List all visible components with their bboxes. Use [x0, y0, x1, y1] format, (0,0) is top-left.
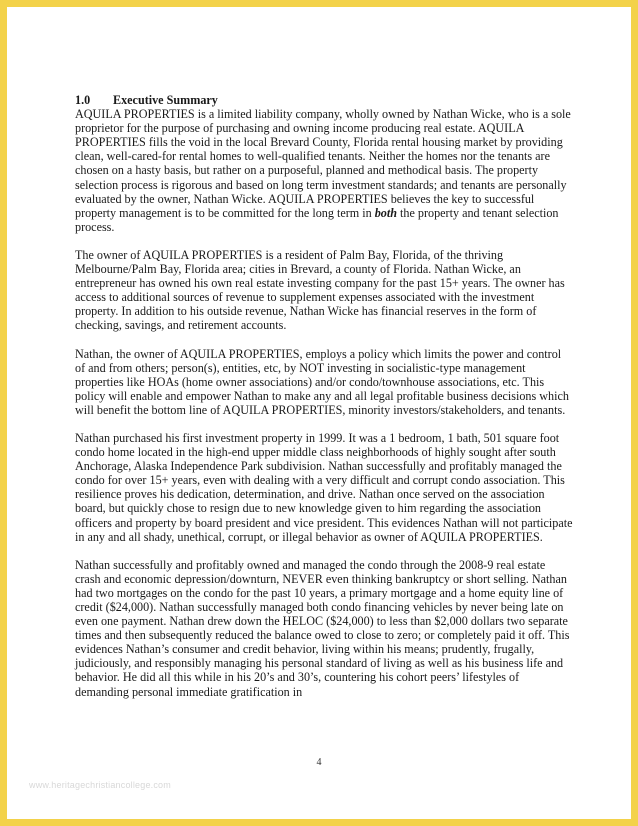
document-page [7, 7, 631, 819]
paragraph-5: Nathan successfully and profitably owned and managed the condo through the 2008-9 real estate crash and economic depression/downturn, NEVER even thinking bankruptcy or short selling. Nathan had two mortgages on the condo for the past 10 years, a primary mortgage and a home equity line of credit ($24,000). Nathan successfully managed both condo financing vehicles by never being late on even one payment. Nathan drew down the HELOC ($24,000) to less than $2,000 dollars two separate times and then subsequently reduced the balance owed to close to zero; or completely paid it off. This evidences Nathan’s consumer and credit behavior, living within his means; prudently, frugally, judiciously, and responsibly managing his personal standard of living as well as his business life and behavior. He did all this while in his 20’s and 30’s, countering his cohort peers’ lifestyles of demanding personal immediate gratification in [75, 557, 570, 699]
page-number: 4 [316, 757, 322, 768]
paragraph-1 [75, 107, 573, 234]
document-body [75, 93, 573, 713]
paragraph-1-emphasis: both [374, 205, 398, 220]
paragraph-4: Nathan purchased his first investment property in 1999. It was a 1 bedroom, 1 bath, 501 square foot condo home located in the high-end upper middle class neighborhoods of highly sought after south Anchorage, Alaska Independence Park subdivision. Nathan successfully and profitably managed the condo for over 15+ years, even with dealing with a very difficult and corrupt condo association. This resilience proves his dedication, determination, and drive. Nathan once served on the association board, but quickly chose to resign due to new knowledge given to him regarding the association officers and property by board president and vice president. This evidences Nathan will not participate in any and all shady, unethical, corrupt, or illegal behavior as owner of AQUILA PROPERTIES. [75, 430, 573, 544]
section-title: Executive Summary [113, 93, 218, 107]
paragraph-1-text: AQUILA PROPERTIES is a limited liability company, wholly owned by Nathan Wicke, who is a sole proprietor for the purpose of purchasing and owning income producing real estate. AQUILA PROPERTIES fills the void in the local Brevard County, Florida rental housing market by providing clean, well-cared-for rental homes to well-qualified tenants. Neither the homes nor the tenants are chosen on a hasty basis, but rather on a purposeful, planned and methodical basis. The property selection process is rigorous and based on long term investment standards; and tenants are personally evaluated by the owner, Nathan Wicke. AQUILA PROPERTIES believes the key to successful property management is to be committed for the long term in [75, 107, 571, 220]
paragraph-3: Nathan, the owner of AQUILA PROPERTIES, employs a policy which limits the power and control of and from others; person(s), entities, etc, by NOT investing in socialistic-type management properties like HOAs (home owner associations) and/or condo/townhouse associations, etc. This policy will enable and empower Nathan to make any and all legal profitable business decisions which will benefit the bottom line of AQUILA PROPERTIES, minority investors/stakeholders, and tenants. [75, 346, 569, 417]
section-number: 1.0 [75, 93, 91, 107]
paragraph-1-text-end: the property and tenant selection process. [75, 205, 559, 234]
paragraph-2: The owner of AQUILA PROPERTIES is a resident of Palm Bay, Florida, of the thriving Melbourne/Palm Bay, Florida area; cities in Brevard, a county of Florida. Nathan Wicke, an entrepreneur has owned his own real estate investing company for the past 15+ years. The owner has access to additional sources of revenue to supplement expenses associated with the investment property. In addition to his outside revenue, Nathan Wicke has financial reserves in the form of checking, savings, and retirement accounts. [75, 247, 565, 333]
watermark: www.heritagechristiancollege.com [29, 780, 171, 790]
section-heading [75, 93, 573, 107]
